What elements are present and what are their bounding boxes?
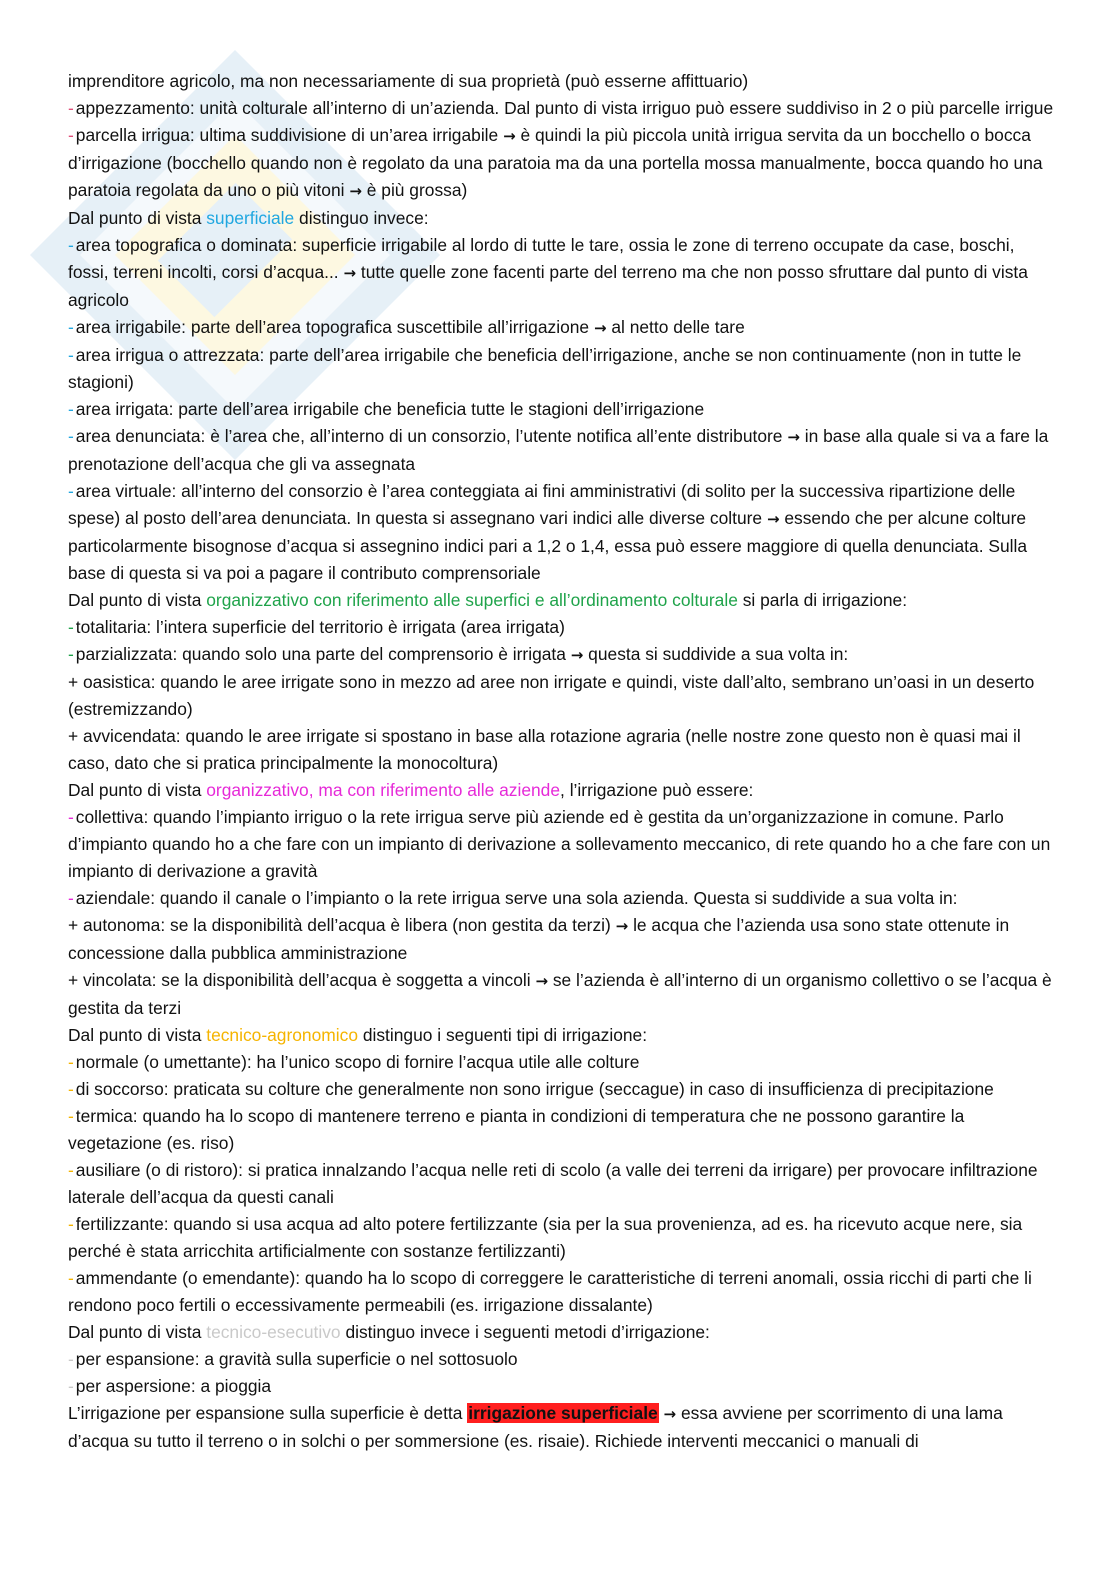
paragraph (68, 669, 1058, 723)
bullet-dash: - (68, 98, 74, 118)
text-run: tutte quelle zone facenti parte del terreno ma che non posso sfruttare dal punto di vista agricolo (68, 262, 1028, 310)
text-run: distinguo invece i seguenti metodi d’irrigazione: (340, 1322, 710, 1342)
paragraph (68, 1157, 1058, 1211)
bullet-dash: - (68, 235, 74, 255)
text-run: ammendante (o emendante): quando ha lo scopo di correggere le caratteristiche di terreni anomali, ossia ricchi di parti che li rendono poco fertili o eccessivamente permeabili (es. irrigazione dissalante) (68, 1268, 1032, 1315)
bullet-dash: - (68, 1268, 74, 1288)
text-run: area irrigua o attrezzata: parte dell’area irrigabile che beneficia dell’irrigazione, anche se non continuamente (non in tutte le stagioni) (68, 345, 1022, 392)
text-run: questa si suddivide a sua volta in: (583, 644, 849, 664)
paragraph (68, 1319, 1058, 1346)
paragraph (68, 68, 1058, 95)
text-run: area topografica o dominata: superficie irrigabile al lordo di tutte le tare, ossia le zone di terreno occupate da case, boschi, fossi, terreni incolti, corsi d’acqua... (68, 235, 1015, 282)
bullet-dash: - (68, 807, 74, 827)
arrow-right-icon: → (766, 510, 780, 528)
bullet-dash: - (68, 1349, 74, 1369)
text-run: parzializzata: quando solo una parte del comprensorio è irrigata (75, 644, 571, 664)
bullet-dash: - (68, 125, 74, 145)
bullet-dash: - (68, 317, 74, 337)
colored-term: superficiale (206, 208, 295, 228)
paragraph (68, 641, 1058, 669)
text-run: essa avviene per scorrimento di una lama d’acqua su tutto il terreno o in solchi o per sommersione (es. risaie). Richiede interventi meccanici o manuali di (68, 1403, 1003, 1451)
text-run: area irrigata: parte dell’area irrigabile che beneficia tutte le stagioni dell’irrigazione (75, 399, 705, 419)
colored-term: organizzativo, ma con riferimento alle aziende (206, 780, 561, 800)
paragraph (68, 205, 1058, 232)
text-run: per aspersione: a pioggia (75, 1376, 272, 1396)
text-run: Dal punto di vista (68, 208, 207, 228)
bullet-dash: - (68, 617, 74, 637)
text-run: aziendale: quando il canale o l’impianto o la rete irrigua serve una sola azienda. Questa si suddivide a sua volta in: (75, 888, 958, 908)
bullet-dash: - (68, 644, 74, 664)
paragraph (68, 314, 1058, 342)
paragraph (68, 342, 1058, 396)
bullet-dash: - (68, 481, 74, 501)
paragraph (68, 777, 1058, 804)
text-run: Dal punto di vista (68, 1025, 207, 1045)
text-run: area virtuale: all’interno del consorzio è l’area conteggiata ai fini amministrativi (di solito per la successiva ripartizione delle spese) al posto dell’area denunciata. In questa si assegnano vari indici alle diverse colture (68, 481, 1016, 528)
text-run: se l’azienda è all’interno di un organismo collettivo o se l’acqua è gestita da terzi (68, 970, 1052, 1018)
highlighted-term: irrigazione superficiale (468, 1403, 658, 1423)
text-run: + vincolata: se la disponibilità dell’acqua è soggetta a vincoli (68, 970, 536, 990)
text-run: + oasistica: quando le aree irrigate sono in mezzo ad aree non irrigate e quindi, viste dall’alto, sembrano un’oasi in un deserto (estremizzando) (68, 672, 1035, 719)
text-run: area irrigabile: parte dell’area topografica suscettibile all’irrigazione (75, 317, 594, 337)
bullet-dash: - (68, 1106, 74, 1126)
paragraph (68, 1049, 1058, 1076)
text-run: collettiva: quando l’impianto irriguo o la rete irrigua serve più aziende ed è gestita da un’organizzazione in comune. Parlo d’impianto quando ho a che fare con un impianto di derivazione a sollevamento meccanico, di rete quando ho a che fare con un impianto di derivazione a gravità (68, 807, 1051, 881)
paragraph (68, 1022, 1058, 1049)
text-run: essendo che per alcune colture particolarmente bisognose d’acqua si assegnino indici pari a 1,2 o 1,4, essa può essere maggiore di quella denunciata. Sulla base di questa si va poi a pagare il contributo comprensoriale (68, 508, 1028, 583)
text-run: imprenditore agricolo, ma non necessariamente di sua proprietà (può esserne affittuario) (68, 71, 749, 91)
text-run: + autonoma: se la disponibilità dell’acqua è libera (non gestita da terzi) (68, 915, 616, 935)
arrow-right-icon: → (663, 1405, 677, 1423)
paragraph (68, 1400, 1058, 1455)
paragraph (68, 1076, 1058, 1103)
paragraph (68, 122, 1058, 205)
bullet-dash: - (68, 888, 74, 908)
colored-term: tecnico-esecutivo (206, 1322, 341, 1342)
text-run: termica: quando ha lo scopo di mantenere terreno e pianta in condizioni di temperatura che ne possono garantire la vegetazione (es. riso) (68, 1106, 965, 1153)
text-run: le acqua che l’azienda usa sono state ottenute in concessione dalla pubblica amministrazione (68, 915, 1010, 963)
bullet-dash: - (68, 1052, 74, 1072)
text-run: fertilizzante: quando si usa acqua ad alto potere fertilizzante (sia per la sua provenienza, ad es. ha ricevuto acque nere, sia perché è stata arricchita artificialmente con sostanze fertilizzanti) (68, 1214, 1023, 1261)
text-run: Dal punto di vista (68, 590, 207, 610)
document-body (68, 68, 1058, 1455)
text-run: totalitaria: l’intera superficie del territorio è irrigata (area irrigata) (75, 617, 565, 637)
text-run: di soccorso: praticata su colture che generalmente non sono irrigue (seccague) in caso di insufficienza di precipitazione (75, 1079, 994, 1099)
text-run: normale (o umettante): ha l’unico scopo di fornire l’acqua utile alle colture (75, 1052, 640, 1072)
text-run: Dal punto di vista (68, 1322, 207, 1342)
paragraph (68, 232, 1058, 314)
arrow-right-icon: → (570, 646, 584, 664)
colored-term: tecnico-agronomico (206, 1025, 358, 1045)
bullet-dash: - (68, 1079, 74, 1099)
paragraph (68, 1265, 1058, 1319)
paragraph (68, 1373, 1058, 1400)
paragraph (68, 723, 1058, 777)
text-run: al netto delle tare (606, 317, 745, 337)
text-run: ausiliare (o di ristoro): si pratica innalzando l’acqua nelle reti di scolo (a valle dei terreni da irrigare) per provocare infiltrazione laterale dell’acqua da questi canali (68, 1160, 1038, 1207)
paragraph (68, 804, 1058, 885)
arrow-right-icon: → (349, 182, 362, 200)
text-run: è più grossa) (361, 180, 468, 200)
arrow-right-icon: → (343, 264, 357, 282)
text-run: , l’irrigazione può essere: (560, 780, 754, 800)
text-run: distinguo i seguenti tipi di irrigazione: (358, 1025, 648, 1045)
text-run: + avvicendata: quando le aree irrigate si spostano in base alla rotazione agraria (nelle nostre zone questo non è quasi mai il caso, dato che si pratica principalmente la monocoltura) (68, 726, 1021, 773)
paragraph (68, 885, 1058, 912)
bullet-dash: - (68, 399, 74, 419)
text-run: è quindi la più piccola unità irrigua servita da un bocchello o bocca d’irrigazione (bocchello quando non è regolato da una paratoia ma da una portella mossa manualmente, bocca quando ho una paratoia regolata da uno o più vitoni (68, 125, 1043, 200)
bullet-dash: - (68, 426, 74, 446)
paragraph (68, 967, 1058, 1022)
text-run: parcella irrigua: ultima suddivisione di un’area irrigabile (75, 125, 504, 145)
paragraph (68, 587, 1058, 614)
bullet-dash: - (68, 1160, 74, 1180)
paragraph (68, 1103, 1058, 1157)
paragraph (68, 95, 1058, 122)
text-run: si parla di irrigazione: (737, 590, 908, 610)
paragraph (68, 478, 1058, 587)
text-run: in base alla quale si va a fare la prenotazione dell’acqua che gli va assegnata (68, 426, 1049, 474)
paragraph (68, 1211, 1058, 1265)
bullet-dash: - (68, 1214, 74, 1234)
text-run: appezzamento: unità colturale all’interno di un’azienda. Dal punto di vista irriguo può essere suddiviso in 2 o più parcelle irrigue (75, 98, 1054, 118)
arrow-right-icon: → (787, 428, 800, 446)
text-run: per espansione: a gravità sulla superficie o nel sottosuolo (75, 1349, 518, 1369)
text-run: Dal punto di vista (68, 780, 207, 800)
paragraph (68, 423, 1058, 478)
text-run: area denunciata: è l’area che, all’interno di un consorzio, l’utente notifica all’ente distributore (75, 426, 788, 446)
paragraph (68, 912, 1058, 967)
paragraph (68, 1346, 1058, 1373)
paragraph (68, 396, 1058, 423)
arrow-right-icon: → (503, 127, 516, 145)
arrow-right-icon: → (615, 917, 629, 935)
paragraph (68, 614, 1058, 641)
arrow-right-icon: → (535, 972, 549, 990)
bullet-dash: - (68, 345, 74, 365)
arrow-right-icon: → (593, 319, 607, 337)
colored-term: organizzativo con riferimento alle superfici e all’ordinamento colturale (206, 590, 738, 610)
text-run: distinguo invece: (294, 208, 429, 228)
text-run: L’irrigazione per espansione sulla superficie è detta (68, 1403, 468, 1423)
bullet-dash: - (68, 1376, 74, 1396)
